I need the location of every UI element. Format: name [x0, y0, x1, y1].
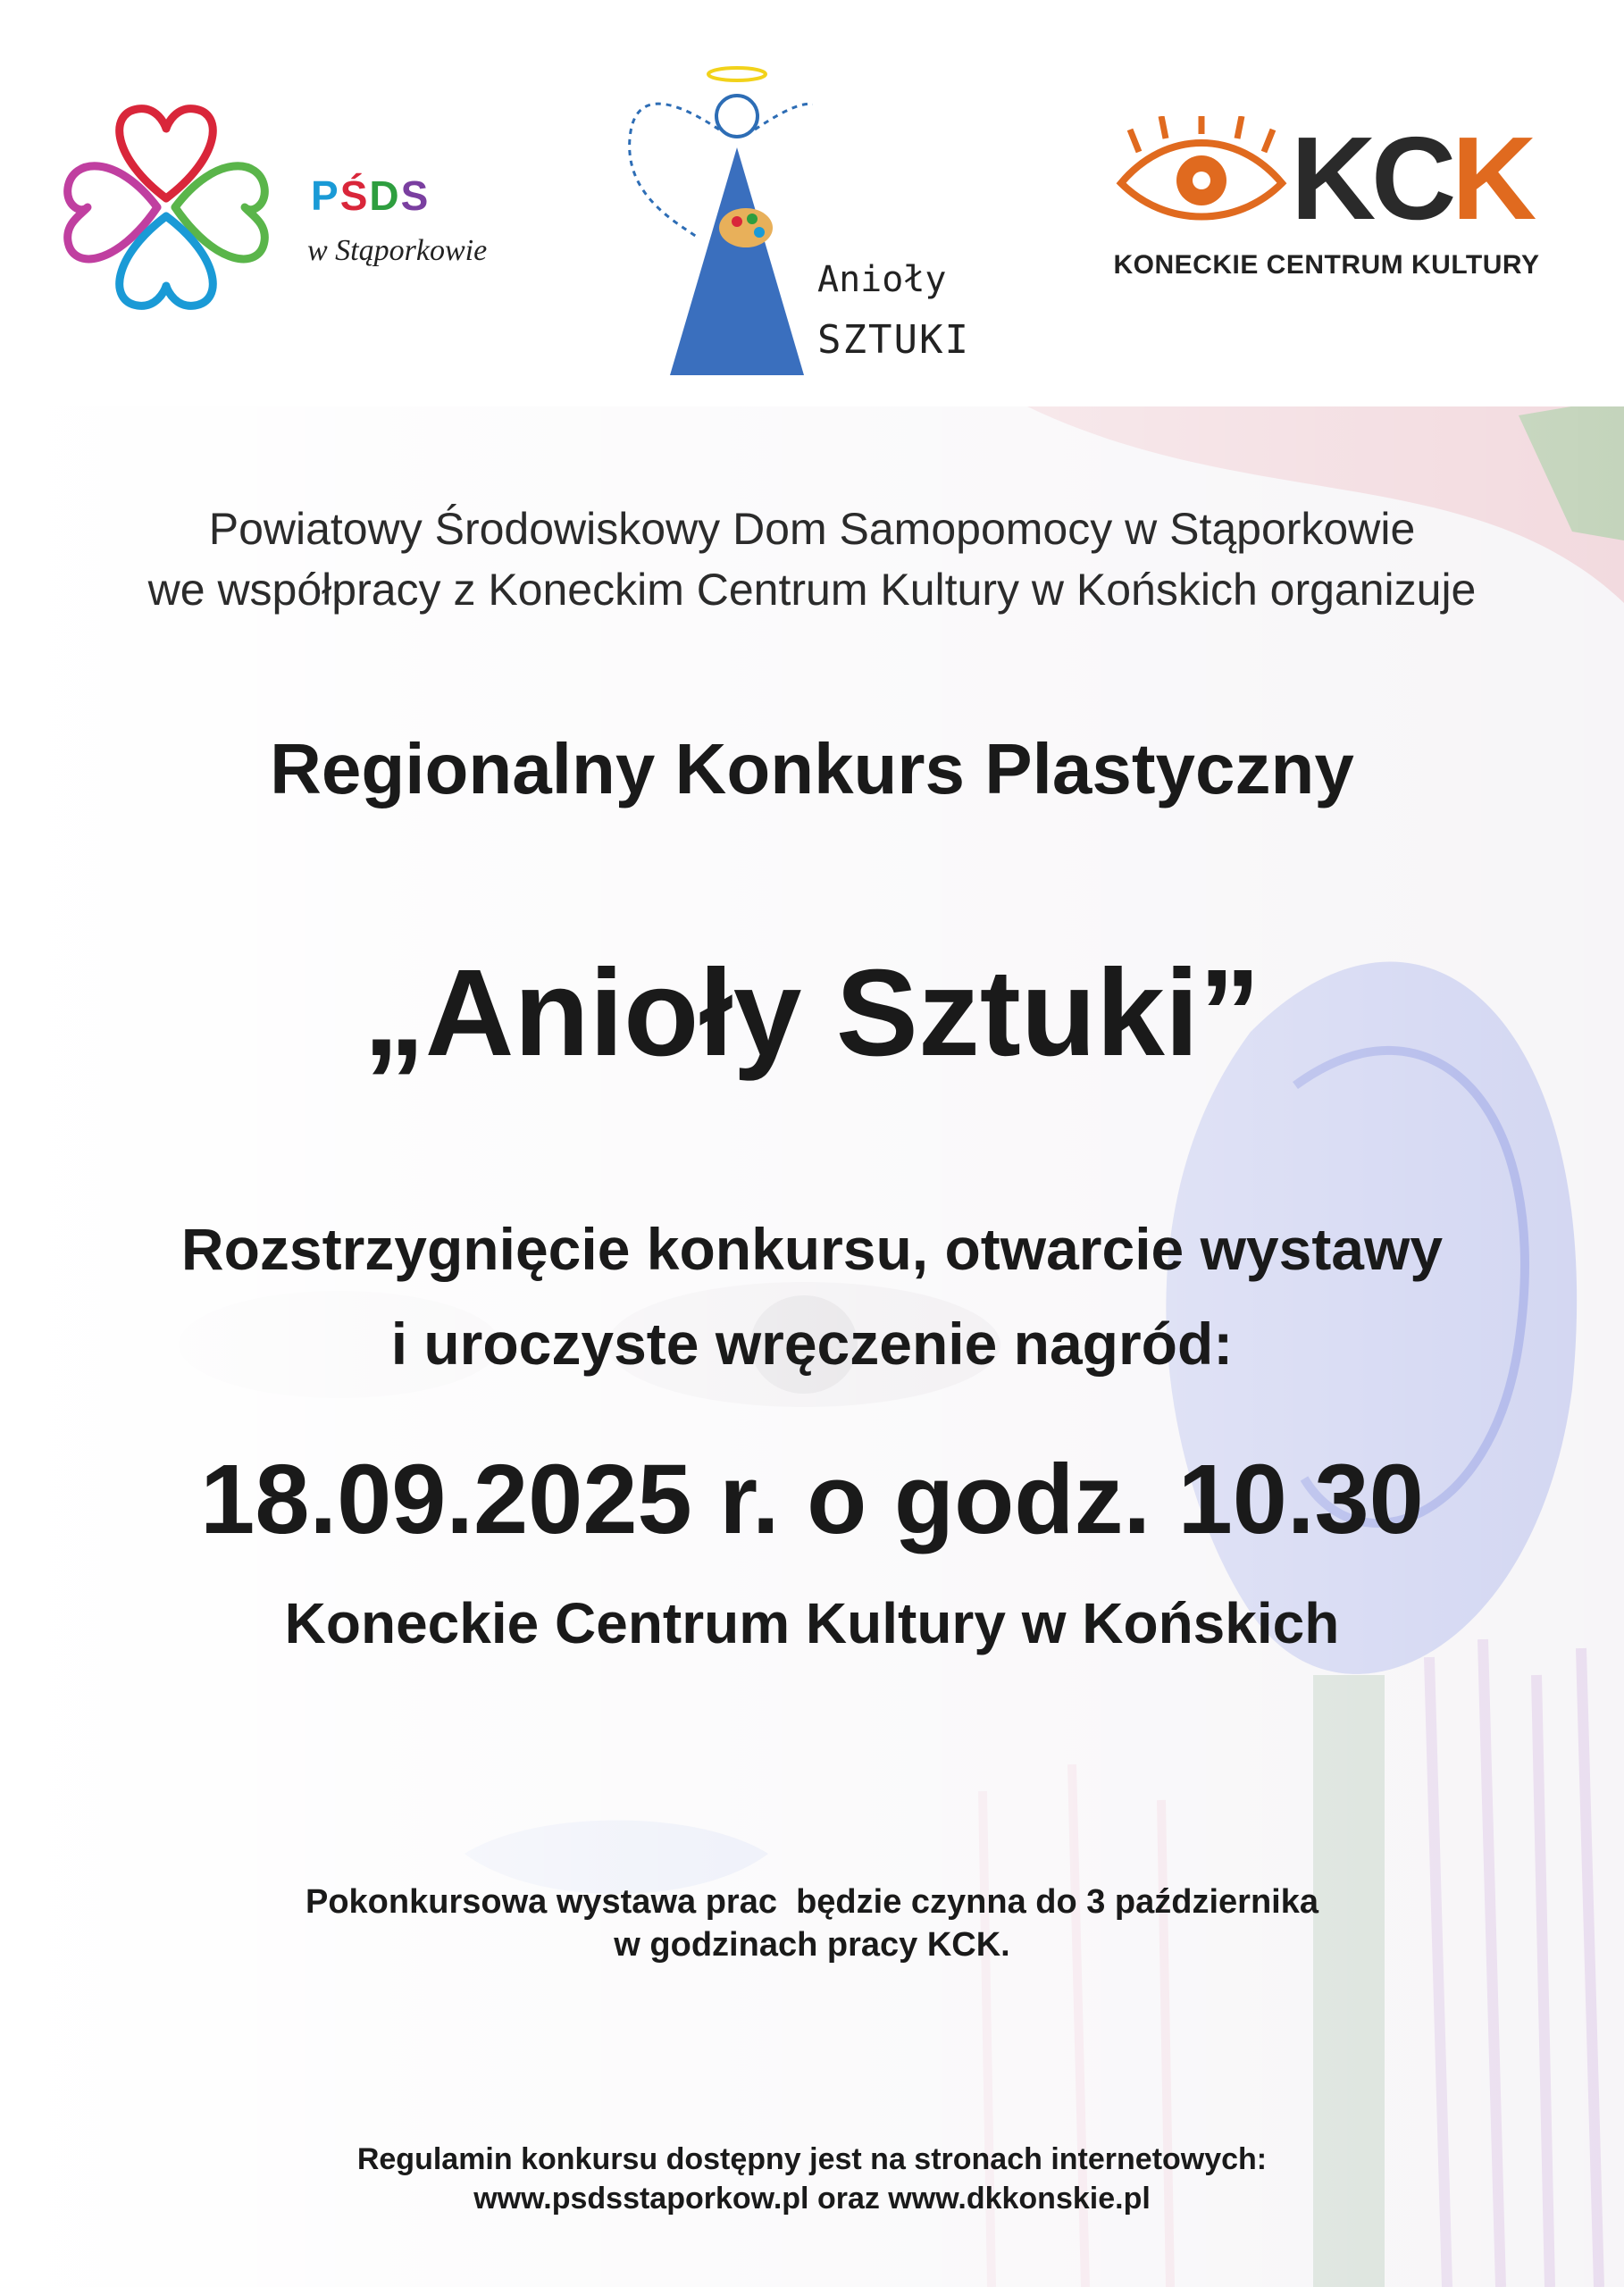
contest-heading: Regionalny Konkurs Plastyczny	[270, 729, 1354, 808]
psds-brand-text	[311, 172, 430, 220]
event-venue: Koneckie Centrum Kultury w Końskich	[284, 1591, 1340, 1655]
psds-subtitle: w Stąporkowie	[307, 234, 488, 267]
event-description-line2: i uroczyste wręczenie nagród:	[390, 1311, 1234, 1377]
exhibition-note-line1: Pokonkursowa wystawa prac będzie czynna do 3 października	[305, 1883, 1319, 1921]
exhibition-note	[0, 1881, 1624, 1966]
event-description-line1: Rozstrzygnięcie konkursu, otwarcie wystawy	[180, 1216, 1444, 1282]
angel-logo	[607, 49, 1018, 389]
heart-clover-icon	[32, 73, 300, 341]
kck-subtitle: KONECKIE CENTRUM KULTURY	[1113, 250, 1540, 280]
kck-title-k2: K	[1452, 116, 1537, 241]
kck-logo	[1112, 116, 1559, 313]
kck-eye-logo	[1112, 116, 1541, 241]
angel-icon	[607, 49, 813, 389]
psds-letter-s: S	[400, 172, 431, 219]
kck-title-c: C	[1371, 116, 1457, 241]
footer-links[interactable]: www.psdsstaporkow.pl oraz www.dkkonskie.pl	[473, 2182, 1151, 2216]
event-description	[0, 1202, 1624, 1391]
psds-letter-p: P	[311, 172, 340, 219]
regulations-footer	[0, 2140, 1624, 2218]
psds-logo	[32, 73, 568, 341]
kck-title-k1: K	[1291, 116, 1377, 241]
intro-line2: we współpracy z Koneckim Centrum Kultury w Końskich organizuje	[147, 565, 1477, 615]
contest-title: „Anioły Sztuki”	[363, 944, 1261, 1082]
psds-letter-s-acute: Ś	[339, 172, 370, 219]
intro-text	[0, 498, 1624, 620]
footer-line1: Regulamin konkursu dostępny jest na stronach internetowych:	[356, 2142, 1268, 2176]
intro-line1: Powiatowy Środowiskowy Dom Samopomocy w Stąporkowie	[208, 504, 1416, 554]
angel-logo-line2: SZTUKI	[817, 317, 970, 363]
exhibition-note-line2: w godzinach pracy KCK.	[614, 1926, 1010, 1964]
angel-logo-line1: Anioły	[817, 259, 947, 300]
eye-icon	[1121, 116, 1282, 217]
psds-letter-d: D	[369, 172, 401, 219]
event-date: 18.09.2025 r. o godz. 10.30	[200, 1445, 1424, 1554]
